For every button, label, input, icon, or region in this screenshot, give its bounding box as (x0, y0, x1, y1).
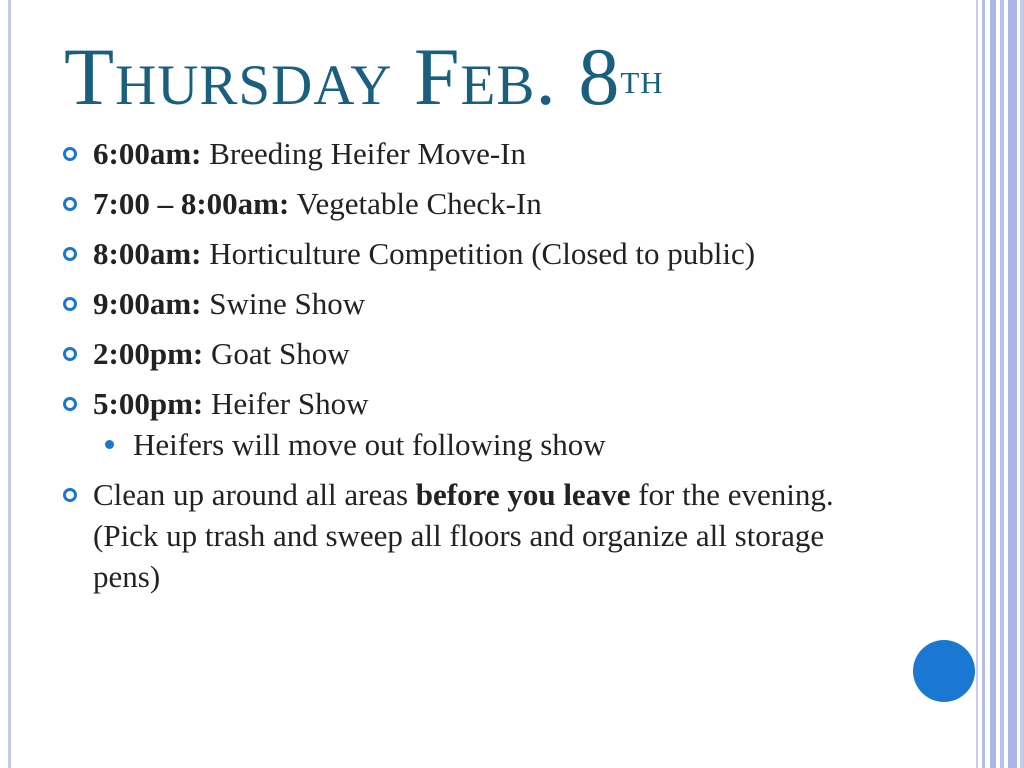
ring-bullet-icon (63, 347, 77, 361)
ring-bullet-icon (63, 297, 77, 311)
ring-bullet-icon (63, 197, 77, 211)
schedule-text: Vegetable Check-In (289, 186, 542, 221)
closing-text-after: for the evening. (Pick up trash and sweep all floors and organize all storage pens) (93, 477, 834, 594)
slide-title (64, 31, 664, 122)
ring-bullet-icon (63, 397, 77, 411)
schedule-item (60, 133, 880, 174)
slide-title-text: Thursday Feb. 8 (64, 31, 621, 122)
edge-stripe (976, 0, 978, 768)
ring-bullet-icon (63, 247, 77, 261)
schedule-item (60, 183, 880, 224)
sub-item (93, 424, 880, 465)
schedule-list (60, 133, 880, 606)
blue-circle-decoration (913, 640, 975, 702)
schedule-text: Heifer Show (203, 386, 369, 421)
schedule-time: 8:00am: (93, 236, 202, 271)
schedule-time: 2:00pm: (93, 336, 204, 371)
schedule-time: 9:00am: (93, 286, 202, 321)
sub-item-text: Heifers will move out following show (133, 427, 606, 462)
left-border-line (8, 0, 11, 768)
ring-bullet-icon (63, 488, 77, 502)
schedule-time: 5:00pm: (93, 386, 204, 421)
right-edge-stripes (976, 0, 1024, 768)
schedule-item (60, 333, 880, 374)
edge-stripe (1020, 0, 1024, 768)
schedule-text: Breeding Heifer Move-In (201, 136, 527, 171)
closing-text-bold: before you leave (415, 477, 631, 512)
schedule-item (60, 233, 880, 274)
closing-item (60, 474, 880, 597)
edge-stripe (1008, 0, 1017, 768)
sub-list (93, 424, 880, 465)
schedule-time: 6:00am: (93, 136, 202, 171)
dot-bullet-icon (105, 440, 114, 449)
schedule-text: Horticulture Competition (Closed to public) (201, 236, 756, 271)
schedule-text: Goat Show (203, 336, 350, 371)
edge-stripe (990, 0, 996, 768)
edge-stripe (1000, 0, 1004, 768)
edge-stripe (982, 0, 985, 768)
slide-title-superscript: th (620, 54, 664, 103)
schedule-item (60, 283, 880, 324)
schedule-item (60, 383, 880, 465)
schedule-text: Swine Show (201, 286, 366, 321)
schedule-time: 7:00 – 8:00am: (93, 186, 290, 221)
closing-text-before: Clean up around all areas (93, 477, 416, 512)
ring-bullet-icon (63, 147, 77, 161)
